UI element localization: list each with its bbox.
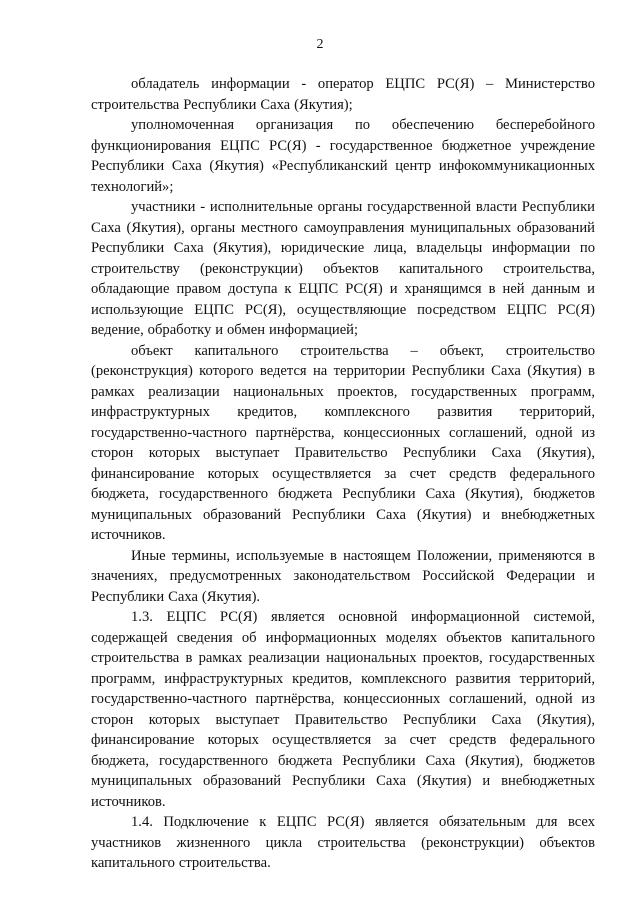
paragraph-section-1-3: 1.3. ЕЦПС РС(Я) является основной информационной системой, содержащей сведения об информационных моделях объектов капитального строительства в рамках реализации национальных проектов, государственных программ, инфраструктурных кредитов, комплексного развития территорий, государственно-частного партнёрства, концессионных соглашений, одной из сторон которых выступает Правительство Республики Саха (Якутия), финансирование которых осуществляется за счет средств федерального бюджета, государственного бюджета Республики Саха (Якутия), бюджетов муниципальных образований Республики Саха (Якутия) и внебюджетных источников. [91,609,595,810]
paragraph-information-owner: обладатель информации - оператор ЕЦПС РС(Я) – Министерство строительства Республики Саха (Якутия); [91,76,595,113]
paragraph-participants: участники - исполнительные органы государственной власти Республики Саха (Якутия), органы местного самоуправления муниципальных образований Республики Саха (Якутия), юридические лица, владельцы информации по строительству (реконструкции) объектов капитального строительства, обладающие правом доступа к ЕЦПС РС(Я) и хранящимся в ней данным и использующие ЕЦПС РС(Я), осуществляющие посредством ЕЦПС РС(Я) ведение, обработку и обмен информацией; [91,199,595,338]
paragraph-capital-construction-object: объект капитального строительства – объект, строительство (реконструкция) которого ведется на территории Республики Саха (Якутия) в рамках реализации национальных проектов, государственных программ, инфраструктурных кредитов, комплексного развития территорий, государственно-частного партнёрства, концессионных соглашений, одной из сторон которых выступает Правительство Республики Саха (Якутия), финансирование которых осуществляется за счет средств федерального бюджета, государственного бюджета Республики Саха (Якутия), бюджетов муниципальных образований Республики Саха (Якутия) и внебюджетных источников. [91,342,595,543]
document-body [91,74,595,874]
paragraph-other-terms: Иные термины, используемые в настоящем Положении, применяются в значениях, предусмотренных законодательством Российской Федерации и Республики Саха (Якутия). [91,547,595,605]
paragraph-authorized-organization: уполномоченная организация по обеспечению бесперебойного функционирования ЕЦПС РС(Я) - государственное бюджетное учреждение Республики Саха (Якутия) «Республиканский центр инфокоммуникационных технологий»; [91,117,595,195]
paragraph-section-1-4: 1.4. Подключение к ЕЦПС РС(Я) является обязательным для всех участников жизненного цикла строительства (реконструкции) объектов капитального строительства. [91,814,595,871]
page-number: 2 [316,37,324,52]
